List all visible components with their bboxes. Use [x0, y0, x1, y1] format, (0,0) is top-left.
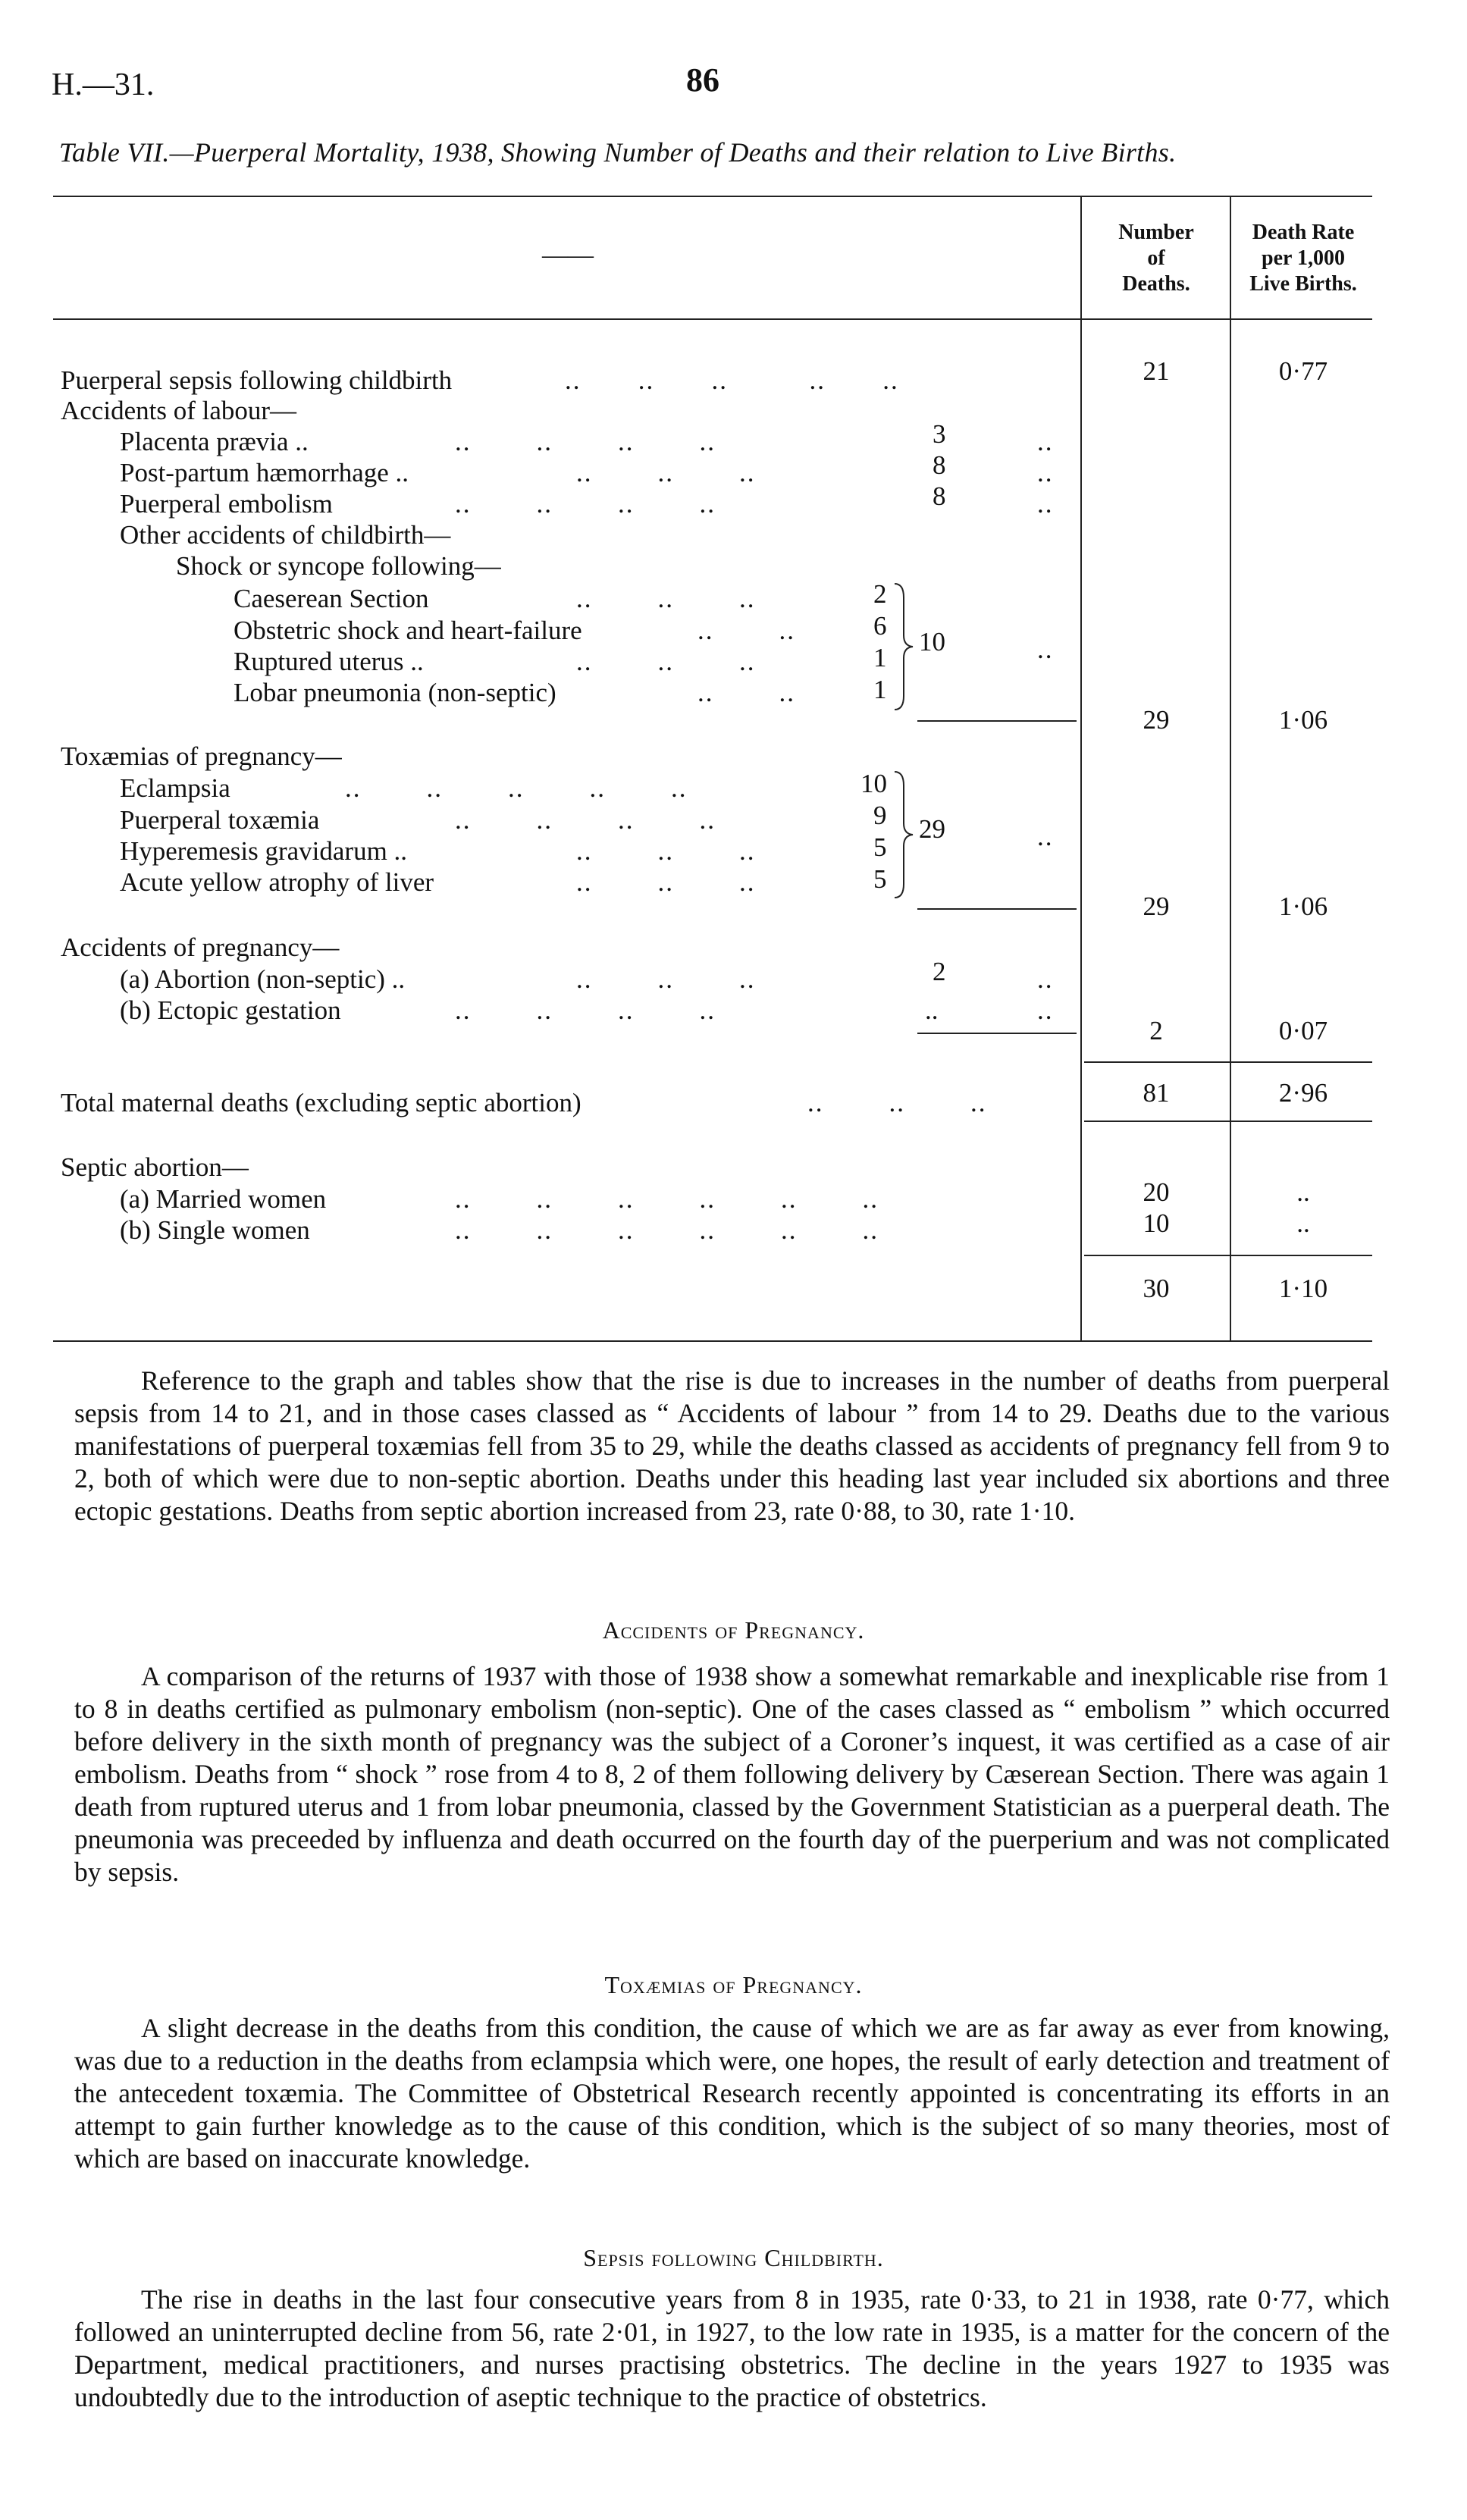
labour-rate: 1·06	[1278, 705, 1328, 735]
pregnancy-rate: 0·07	[1278, 1016, 1328, 1045]
shock-subtotal: 10	[919, 627, 945, 657]
labour-heading: Accidents of labour—	[61, 396, 297, 425]
leader-dots: .. .. .. ..	[455, 489, 716, 519]
row-placenta-label: Placenta prævia ..	[120, 427, 309, 456]
row-married-label: (a) Married women	[120, 1184, 327, 1214]
heading-sepsis-following-childbirth: Sepsis following Childbirth.	[583, 2244, 884, 2271]
row-caesarean-label: Caeserean Section	[234, 584, 429, 613]
paragraph-reference: Reference to the graph and tables show that the rise is due to increases in the number of deaths from puerperal sepsis from 14 to 21, and in those cases classed as “ Accidents of labour ” from 14 to 29. Deaths due to the various manifestations of puerperal toxæmias fell from 35 to 29, while the deaths classed as accidents of pregnancy fell from 9 to 2, both of which were due to non-septic abortion. Deaths under this heading last year included six abortions and three ectopic gestations. Deaths from septic abortion increased from 23, rate 0·88, to 30, rate 1·10.	[74, 1365, 1390, 1526]
col-header-deaths-line1: Number	[1118, 221, 1194, 244]
row-abortion-value: 2	[933, 957, 946, 986]
leader-dots: .. .. .. .. .. ..	[455, 1215, 879, 1245]
septic-rate: 1·10	[1278, 1274, 1328, 1303]
leader-dots: .. .. .. ..	[455, 995, 716, 1025]
labour-deaths: 29	[1143, 705, 1170, 735]
toxaemia-subtotal: 29	[919, 814, 945, 844]
septic-heading: Septic abortion—	[61, 1152, 249, 1182]
toxaemia-rate: 1·06	[1278, 892, 1328, 921]
col-header-rate-line2: per 1,000	[1262, 246, 1345, 270]
pregnancy-heading: Accidents of pregnancy—	[61, 932, 340, 962]
pregnancy-subtotal-rule	[917, 1033, 1077, 1034]
leader-dots: .. .. .. .. .. ..	[455, 1184, 879, 1214]
leader-dots: .. ..	[697, 616, 795, 645]
row-lobar-value: 1	[873, 675, 887, 704]
toxaemia-subtotal-rule	[917, 908, 1077, 910]
leader-dots: .. .. .. .. ..	[345, 773, 688, 803]
row-toxaemia-value: 9	[873, 801, 887, 830]
paragraph-toxaemias-of-pregnancy: A slight decrease in the deaths from this condition, the cause of which we are as far away as ever from knowing, was due to a reduction in the deaths from eclampsia which were, one hopes, the result of early detection and treatment of the antecedent toxæmia. The Committee of Obstetrical Research recently appointed is concentrating its efforts in an attempt to gain further knowledge as to the cause of this condition, which is the subject of so many theories, most of which are based on inaccurate knowledge.	[74, 2013, 1390, 2174]
table-head-dash: ——	[542, 241, 594, 269]
col-header-rate	[1233, 220, 1374, 297]
row-pph-label: Post-partum hæmorrhage ..	[120, 458, 409, 487]
leader-dots: ..	[1037, 458, 1054, 487]
row-eclampsia-label: Eclampsia	[120, 773, 230, 803]
col-header-deaths-line2: of	[1147, 246, 1165, 270]
row-sepsis-deaths: 21	[1143, 356, 1170, 386]
leader-dots: .. ..	[697, 678, 795, 707]
col-header-deaths	[1084, 220, 1228, 297]
row-eclampsia-value: 10	[860, 769, 887, 798]
row-placenta-value: 3	[933, 419, 946, 449]
row-ruptured-label: Ruptured uterus ..	[234, 647, 424, 676]
row-caesarean-value: 2	[873, 579, 887, 609]
toxaemias-heading: Toxæmias of pregnancy—	[61, 741, 342, 771]
leader-dots: .. .. ..	[576, 867, 756, 897]
septic-deaths: 30	[1143, 1274, 1170, 1303]
shock-brace	[893, 582, 916, 711]
col-header-deaths-line3: Deaths.	[1122, 272, 1190, 296]
col-divider-deaths	[1080, 196, 1082, 1340]
table-header-rule	[53, 318, 1372, 320]
row-sepsis-label: Puerperal sepsis following childbirth	[61, 365, 453, 395]
leader-dots: .. .. ..	[807, 1088, 987, 1117]
leader-dots: .. .. .. ..	[455, 805, 716, 835]
leader-dots: .. .. ..	[576, 584, 756, 613]
leader-dots: ..	[1037, 489, 1054, 519]
row-ruptured-value: 1	[873, 643, 887, 672]
row-embolism-value: 8	[933, 481, 946, 511]
paragraph-sepsis-following-childbirth: The rise in deaths in the last four consecutive years from 8 in 1935, rate 0·33, to 21 in 1938, rate 0·77, which followed an uninterrupted decline from 56, rate 2·01, in 1927, to the low rate in 1935, is a matter for the concern of the Department, medical practitioners, and nurses practising obstetrics. The decline in the years 1927 to 1935 was undoubtedly due to the introduction of aseptic technique to the practice of obstetrics.	[74, 2284, 1390, 2412]
paragraph-accidents-of-pregnancy: A comparison of the returns of 1937 with those of 1938 show a somewhat remarkable and inexplicable rise from 1 to 8 in deaths certified as pulmonary embolism (non-septic). One of the cases classed as “ embolism ” which occurred before delivery in the sixth month of pregnancy was the subject of a Coroner’s inquest, it was certified as a case of air embolism. Deaths from “ shock ” rose from 4 to 8, 2 of them following delivery by Cæserean Section. There was again 1 death from ruptured uterus and 1 from lobar pneumonia, classed by the Government Statistician as a puerperal death. The pneumonia was preceeded by influenza and death occurred on the fourth day of the puerperium and was not complicated by sepsis.	[74, 1661, 1390, 1887]
col-header-rate-line1: Death Rate	[1252, 221, 1355, 244]
heading-toxaemias-of-pregnancy: Toxæmias of Pregnancy.	[604, 1971, 863, 1998]
leader-dots: ..	[1037, 427, 1054, 456]
septic-subtotal-rule	[1084, 1255, 1372, 1256]
pregnancy-deaths: 2	[1149, 1016, 1163, 1045]
row-obstetric-label: Obstetric shock and heart-failure	[234, 616, 582, 645]
document-reference: H.—31.	[52, 67, 155, 102]
col-header-rate-line3: Live Births.	[1249, 272, 1357, 296]
row-sepsis-rate: 0·77	[1278, 356, 1328, 386]
table-top-rule	[53, 196, 1372, 197]
row-lobar-label: Lobar pneumonia (non-septic)	[234, 678, 556, 707]
table-caption: Table VII.—Puerperal Mortality, 1938, Showing Number of Deaths and their relation to Live Births.	[59, 137, 1177, 168]
total-deaths: 81	[1143, 1078, 1170, 1108]
row-toxaemia-label: Puerperal toxæmia	[120, 805, 320, 835]
col-divider-rate	[1230, 196, 1231, 1340]
labour-subtotal-rule	[917, 720, 1077, 722]
leader-dots: .. .. ..	[576, 836, 756, 866]
heading-accidents-of-pregnancy: Accidents of Pregnancy.	[602, 1616, 865, 1644]
total-top-rule	[1084, 1061, 1372, 1063]
row-hyperemesis-label: Hyperemesis gravidarum ..	[120, 836, 408, 866]
married-rate: ..	[1296, 1177, 1310, 1207]
row-abortion-label: (a) Abortion (non-septic) ..	[120, 964, 406, 994]
row-atrophy-value: 5	[873, 864, 887, 894]
toxaemia-deaths: 29	[1143, 892, 1170, 921]
row-hyperemesis-value: 5	[873, 832, 887, 862]
leader-dots: .. .. ..	[576, 458, 756, 487]
leader-dots: ..	[1037, 635, 1054, 664]
leader-dots: .. .. .. .. ..	[565, 365, 899, 395]
row-obstetric-value: 6	[873, 611, 887, 641]
leader-dots: ..	[1037, 964, 1054, 994]
row-single-label: (b) Single women	[120, 1215, 310, 1245]
row-ectopic-value: ..	[925, 995, 939, 1025]
total-bottom-rule	[1084, 1121, 1372, 1122]
other-accidents-heading: Other accidents of childbirth—	[120, 520, 451, 550]
table-bottom-rule	[53, 1340, 1372, 1342]
leader-dots: .. .. ..	[576, 647, 756, 676]
row-ectopic-label: (b) Ectopic gestation	[120, 995, 341, 1025]
total-label: Total maternal deaths (excluding septic abortion)	[61, 1088, 581, 1117]
shock-heading: Shock or syncope following—	[176, 551, 501, 581]
leader-dots: .. .. .. ..	[455, 427, 716, 456]
toxaemia-brace	[893, 770, 916, 899]
page-number: 86	[686, 61, 719, 99]
row-pph-value: 8	[933, 450, 946, 480]
leader-dots: .. .. ..	[576, 964, 756, 994]
leader-dots: ..	[1037, 995, 1054, 1025]
single-rate: ..	[1296, 1208, 1310, 1238]
single-deaths: 10	[1143, 1208, 1170, 1238]
row-embolism-label: Puerperal embolism	[120, 489, 333, 519]
married-deaths: 20	[1143, 1177, 1170, 1207]
leader-dots: ..	[1037, 822, 1054, 851]
total-rate: 2·96	[1278, 1078, 1328, 1108]
row-atrophy-label: Acute yellow atrophy of liver	[120, 867, 434, 897]
